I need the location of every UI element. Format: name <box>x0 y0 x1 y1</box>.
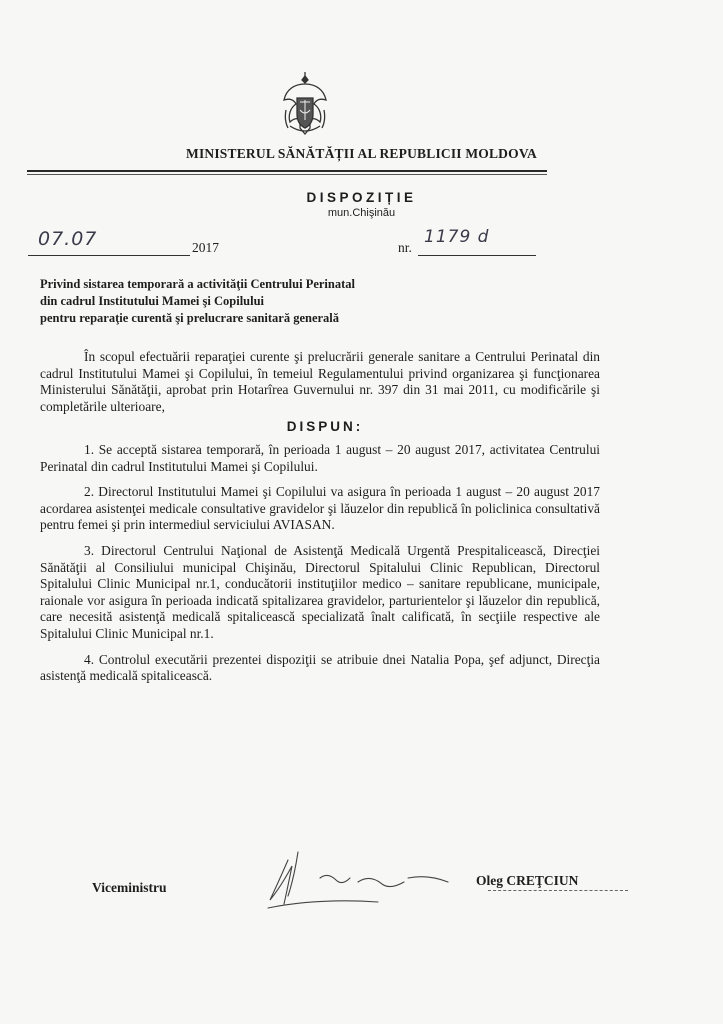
order-item: 1. Se acceptă sistarea temporară, în perioada 1 august – 20 august 2017, activitatea Centrului Perinatal din cadrul Institutului Mamei şi Copilului. <box>40 441 600 474</box>
document-city: mun.Chişinău <box>327 207 396 219</box>
handwritten-date: 07.07 <box>38 228 98 250</box>
order-item: 3. Directorul Centrului Naţional de Asistenţă Medicală Urgentă Prespitalicească, Direcţiei Sănătăţii al Consiliului municipal Chişinău, Directorul Spitalului Clinic Republican, Directorul Spitalului Clinic Municipal nr.1, conducătorii instituţiilor medico – sanitare republicane, municipale, raionale vor asigura în perioada indicată spitalizarea gravidelor, parturientelor şi lăuzelor din republică, care necesită asistenţă medicală spitalicească specializată înalt calificată, în secţiile respective ale Spitalului Clinic Municipal nr.1. <box>40 542 600 641</box>
dispun-heading: DISPUN: <box>286 419 364 435</box>
handwritten-number: 1179 d <box>424 227 490 247</box>
handwritten-signature-icon <box>258 838 488 918</box>
order-item: 2. Directorul Institutului Mamei şi Copilului va asigura în perioada 1 august – 20 august 2017 acordarea asistenţei medicale consultative gravidelor şi lăuzelor din republică în policlinica consultativă pentru femei şi prin intermediul serviciului AVIASAN. <box>40 484 600 533</box>
subject-line: Privind sistarea temporară a activităţii Centrului Perinatal <box>40 277 355 291</box>
number-label: nr. <box>398 240 412 255</box>
number-line <box>418 255 536 256</box>
document-body <box>40 349 600 694</box>
subject-line: pentru reparaţie curentă şi prelucrare sanitară generală <box>40 311 340 325</box>
signature-line <box>488 890 628 891</box>
intro-paragraph: În scopul efectuării reparaţiei curente şi prelucrării generale sanitare a Centrului Perinatal din cadrul Institutului Mamei şi Copilului, în temeiul Regulamentului privind organizarea şi funcţionarea Ministerului Sănătăţii, aprobat prin Hotarîrea Guvernului nr. 397 din 31 mai 2011, cu modificările şi completările ulterioare, <box>40 349 600 414</box>
header-rule <box>27 170 547 172</box>
subject-line: din cadrul Institutului Mamei şi Copilului <box>40 294 265 308</box>
ministry-name: MINISTERUL SĂNĂTĂȚII AL REPUBLICII MOLDOVA <box>186 146 537 161</box>
date-line <box>28 255 190 256</box>
moldova-coat-of-arms-icon <box>280 70 330 142</box>
document-subject <box>40 276 470 327</box>
signer-name: Oleg CREŢCIUN <box>476 873 579 888</box>
order-item: 4. Controlul executării prezentei dispoziţii se atribuie dnei Natalia Popa, şef adjunct, Direcţia asistenţă medicală spitalicească. <box>40 651 600 684</box>
document-year: 2017 <box>192 240 219 255</box>
signer-role: Viceministru <box>92 880 167 895</box>
document-title: DISPOZIȚIE <box>306 190 417 205</box>
header-rule-thin <box>27 174 547 175</box>
